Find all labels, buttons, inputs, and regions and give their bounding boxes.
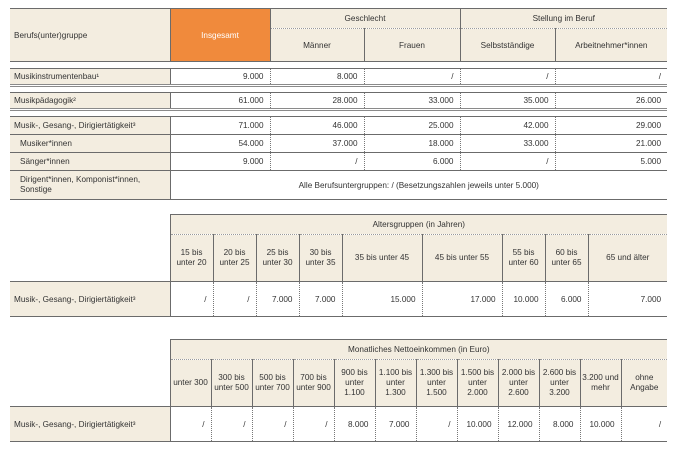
spacer bbox=[10, 86, 667, 93]
col-header-male: Männer bbox=[270, 29, 364, 62]
col-header-gender: Geschlecht bbox=[270, 9, 460, 29]
col-header-position: Stellung im Beruf bbox=[460, 9, 667, 29]
table-row bbox=[10, 117, 667, 135]
income-value: 8.000 bbox=[334, 407, 375, 442]
row-label: Musik-, Gesang-, Dirigiertätigkeit³ bbox=[10, 282, 170, 317]
cell-self-employed: / bbox=[460, 69, 555, 86]
income-value: 8.000 bbox=[539, 407, 580, 442]
income-value: / bbox=[416, 407, 457, 442]
income-header: ohne Angabe bbox=[621, 360, 667, 407]
cell-total: 9.000 bbox=[170, 153, 270, 171]
age-header: 55 bis unter 60 bbox=[502, 235, 545, 282]
income-value: / bbox=[621, 407, 667, 442]
age-header: 20 bis unter 25 bbox=[213, 235, 256, 282]
income-header: 3.200 und mehr bbox=[580, 360, 621, 407]
income-value: 7.000 bbox=[375, 407, 416, 442]
age-header: 30 bis unter 35 bbox=[299, 235, 342, 282]
cell-employees: 21.000 bbox=[555, 135, 667, 153]
col-header-group: Berufs(unter)gruppe bbox=[10, 9, 170, 62]
age-value: 6.000 bbox=[545, 282, 588, 317]
income-header: 900 bis unter 1.100 bbox=[334, 360, 375, 407]
subgroup-note: Alle Berufsuntergruppen: / (Besetzungszahlen jeweils unter 5.000) bbox=[170, 171, 667, 200]
income-header: 700 bis unter 900 bbox=[293, 360, 334, 407]
col-header-female: Frauen bbox=[364, 29, 460, 62]
cell-female: 33.000 bbox=[364, 93, 460, 110]
cell-self-employed: 42.000 bbox=[460, 117, 555, 135]
age-value: 7.000 bbox=[299, 282, 342, 317]
cell-employees: 26.000 bbox=[555, 93, 667, 110]
row-label: Musik-, Gesang-, Dirigiertätigkeit³ bbox=[10, 117, 170, 135]
table-row bbox=[10, 282, 667, 317]
cell-self-employed: 33.000 bbox=[460, 135, 555, 153]
income-value: 12.000 bbox=[498, 407, 539, 442]
cell-employees: 29.000 bbox=[555, 117, 667, 135]
income-header: unter 300 bbox=[170, 360, 211, 407]
cell-self-employed: / bbox=[460, 153, 555, 171]
cell-total: 54.000 bbox=[170, 135, 270, 153]
cell-male: / bbox=[270, 153, 364, 171]
income-header: 2.600 bis unter 3.200 bbox=[539, 360, 580, 407]
age-header: 15 bis unter 20 bbox=[170, 235, 213, 282]
col-header-employees: Arbeitnehmer*innen bbox=[555, 29, 667, 62]
occupation-table bbox=[10, 8, 667, 200]
age-header: 25 bis unter 30 bbox=[256, 235, 299, 282]
income-table bbox=[10, 339, 667, 442]
table-row bbox=[10, 407, 667, 442]
income-value: 10.000 bbox=[457, 407, 498, 442]
row-label: Musiker*innen bbox=[10, 135, 170, 153]
cell-female: 6.000 bbox=[364, 153, 460, 171]
income-value: / bbox=[211, 407, 252, 442]
row-label: Musik-, Gesang-, Dirigiertätigkeit³ bbox=[10, 407, 170, 442]
age-header: 35 bis unter 45 bbox=[342, 235, 422, 282]
income-header: 500 bis unter 700 bbox=[252, 360, 293, 407]
empty-header-cell bbox=[10, 360, 170, 407]
income-header: 1.300 bis unter 1.500 bbox=[416, 360, 457, 407]
cell-self-employed: 35.000 bbox=[460, 93, 555, 110]
income-header: 1.500 bis unter 2.000 bbox=[457, 360, 498, 407]
age-header: 60 bis unter 65 bbox=[545, 235, 588, 282]
row-label: Dirigent*innen, Komponist*innen, Sonstige bbox=[10, 171, 170, 200]
spacer bbox=[10, 110, 667, 117]
age-group-table bbox=[10, 214, 667, 317]
age-value: / bbox=[170, 282, 213, 317]
table-row bbox=[10, 93, 667, 110]
age-groups-title: Altersgruppen (in Jahren) bbox=[170, 215, 667, 235]
table-row bbox=[10, 153, 667, 171]
cell-female: / bbox=[364, 69, 460, 86]
income-value: / bbox=[252, 407, 293, 442]
empty-header-cell bbox=[10, 215, 170, 235]
cell-female: 25.000 bbox=[364, 117, 460, 135]
cell-total: 61.000 bbox=[170, 93, 270, 110]
table-row bbox=[10, 69, 667, 86]
cell-male: 8.000 bbox=[270, 69, 364, 86]
row-label: Sänger*innen bbox=[10, 153, 170, 171]
age-header: 45 bis unter 55 bbox=[422, 235, 502, 282]
age-value: 15.000 bbox=[342, 282, 422, 317]
spacer bbox=[10, 62, 667, 69]
table-row bbox=[10, 135, 667, 153]
cell-total: 9.000 bbox=[170, 69, 270, 86]
cell-total: 71.000 bbox=[170, 117, 270, 135]
cell-male: 46.000 bbox=[270, 117, 364, 135]
income-title: Monatliches Nettoeinkommen (in Euro) bbox=[170, 340, 667, 360]
col-header-self-employed: Selbstständige bbox=[460, 29, 555, 62]
empty-header-cell bbox=[10, 235, 170, 282]
table-row bbox=[10, 171, 667, 200]
income-header: 2.000 bis unter 2.600 bbox=[498, 360, 539, 407]
row-label: Musikinstrumentenbau¹ bbox=[10, 69, 170, 86]
income-header: 1.100 bis unter 1.300 bbox=[375, 360, 416, 407]
income-value: 10.000 bbox=[580, 407, 621, 442]
cell-employees: 5.000 bbox=[555, 153, 667, 171]
income-value: / bbox=[170, 407, 211, 442]
cell-male: 37.000 bbox=[270, 135, 364, 153]
income-header: 300 bis unter 500 bbox=[211, 360, 252, 407]
row-label: Musikpädagogik² bbox=[10, 93, 170, 110]
cell-employees: / bbox=[555, 69, 667, 86]
age-value: 17.000 bbox=[422, 282, 502, 317]
age-header: 65 und älter bbox=[588, 235, 667, 282]
age-value: / bbox=[213, 282, 256, 317]
age-value: 7.000 bbox=[256, 282, 299, 317]
income-value: / bbox=[293, 407, 334, 442]
empty-header-cell bbox=[10, 340, 170, 360]
age-value: 7.000 bbox=[588, 282, 667, 317]
cell-male: 28.000 bbox=[270, 93, 364, 110]
col-header-total: Insgesamt bbox=[170, 9, 270, 62]
age-value: 10.000 bbox=[502, 282, 545, 317]
cell-female: 18.000 bbox=[364, 135, 460, 153]
